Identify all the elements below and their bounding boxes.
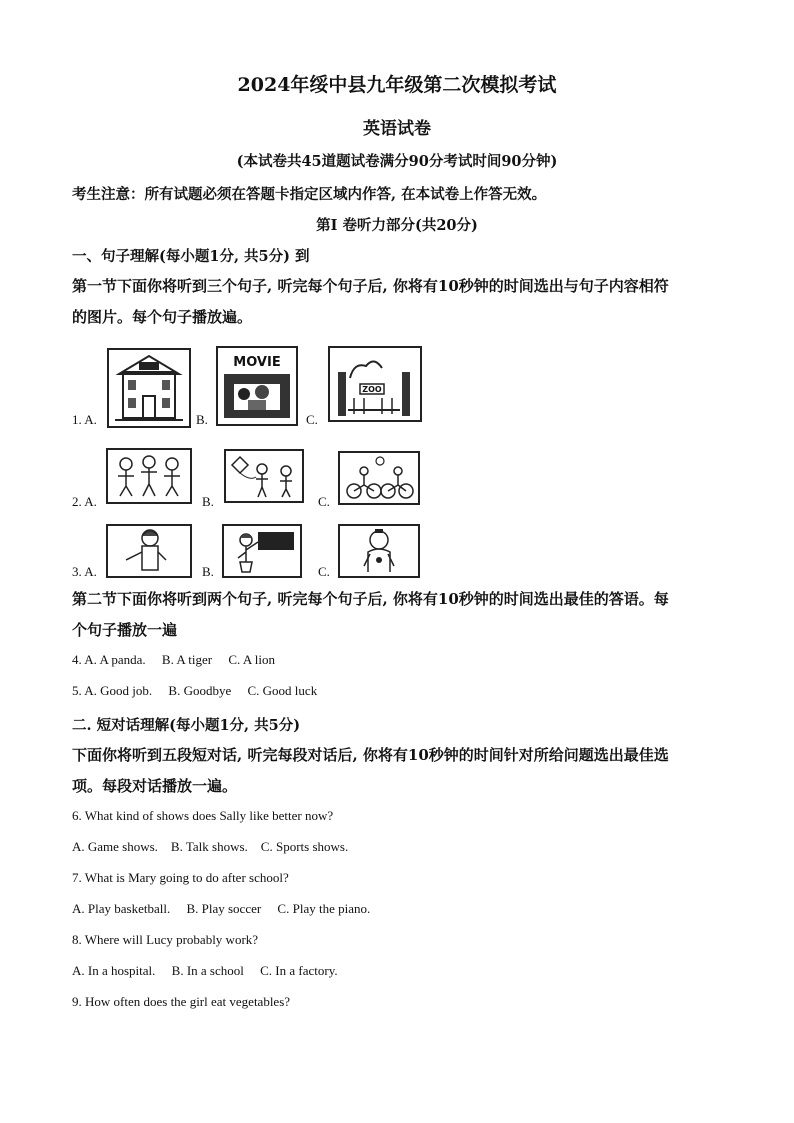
section2-instruction-line2: 项。每段对话播放一遍。 [72,777,238,795]
question-6: 6. What kind of shows does Sally like better now? [72,808,334,823]
question-5: 5. A. Good job. B. Goodbye C. Good luck [72,683,318,698]
q2-label-a: 2. A. [72,494,97,509]
q2-image-c[interactable] [338,451,420,505]
question-6-options: A. Game shows. B. Talk shows. C. Sports shows. [72,839,349,854]
q1-label-c: C. [306,412,318,427]
section1-instruction-line1: 第一节下面你将听到三个句子, 听完每个句子后, 你将有10秒钟的时间选出与句子内容相符 [72,277,669,295]
school-building-icon [109,350,189,426]
question-7-options: A. Play basketball. B. Play soccer C. Play the piano. [72,901,371,916]
q3-label-a: 3. A. [72,564,97,579]
q1-label-a: 1. A. [72,412,97,427]
zoo-sign-text: ZOO [362,385,382,394]
exam-title: 2024年绥中县九年级第二次模拟考试 [237,74,557,96]
part1-heading: 第Ⅰ 卷听力部分(共20分) [316,217,478,234]
q3-image-b[interactable] [222,524,302,578]
q3-label-c: C. [318,564,330,579]
q2-label-c: C. [318,494,330,509]
q3-image-c[interactable] [338,524,420,578]
teacher-blackboard-icon [224,526,300,576]
exam-subtitle: 英语试卷 [363,119,431,139]
q3-image-a[interactable] [106,524,192,578]
section1-part2-line2: 个句子播放一遍 [72,621,178,639]
section1-instruction-line2: 的图片。每个句子播放遍。 [72,308,253,326]
q1-image-b[interactable] [216,346,298,426]
exam-note: (本试卷共45道题试卷满分90分考试时间90分钟) [236,153,558,170]
section1-heading: 一、句子理解(每小题1分, 共5分) 到 [72,248,310,265]
question-9: 9. How often does the girl eat vegetables? [72,994,291,1009]
q1-image-c[interactable] [328,346,422,422]
movie-sign-text: MOVIE [233,355,281,370]
q1-image-a[interactable] [107,348,191,428]
exam-notice: 考生注意：所有试题必须在答题卡指定区域内作答, 在本试卷上作答无效。 [72,186,547,203]
doctor-icon [340,526,418,576]
kite-flying-icon [226,451,302,501]
question-8-options: A. In a hospital. B. In a school C. In a factory. [72,963,338,978]
section2-heading: 二. 短对话理解(每小题1分, 共5分) [72,717,301,734]
question-7: 7. What is Mary going to do after school? [72,870,289,885]
man-waving-icon [108,526,190,576]
question-4: 4. A. A panda. B. A tiger C. A lion [72,652,275,667]
movie-theater-icon [218,348,296,424]
q1-label-b: B. [196,412,208,427]
children-playing-icon [108,450,190,502]
q3-label-b: B. [202,564,214,579]
q2-image-a[interactable] [106,448,192,504]
q2-image-b[interactable] [224,449,304,503]
zoo-gate-icon [330,348,420,420]
q2-label-b: B. [202,494,214,509]
section2-instruction-line1: 下面你将听到五段短对话, 听完每段对话后, 你将有10秒钟的时间针对所给问题选出最佳选 [72,746,669,764]
section1-part2-line1: 第二节下面你将听到两个句子, 听完每个句子后, 你将有10秒钟的时间选出最佳的答语。每 [72,590,669,608]
question-8: 8. Where will Lucy probably work? [72,932,259,947]
bicycle-riding-icon [340,453,418,503]
